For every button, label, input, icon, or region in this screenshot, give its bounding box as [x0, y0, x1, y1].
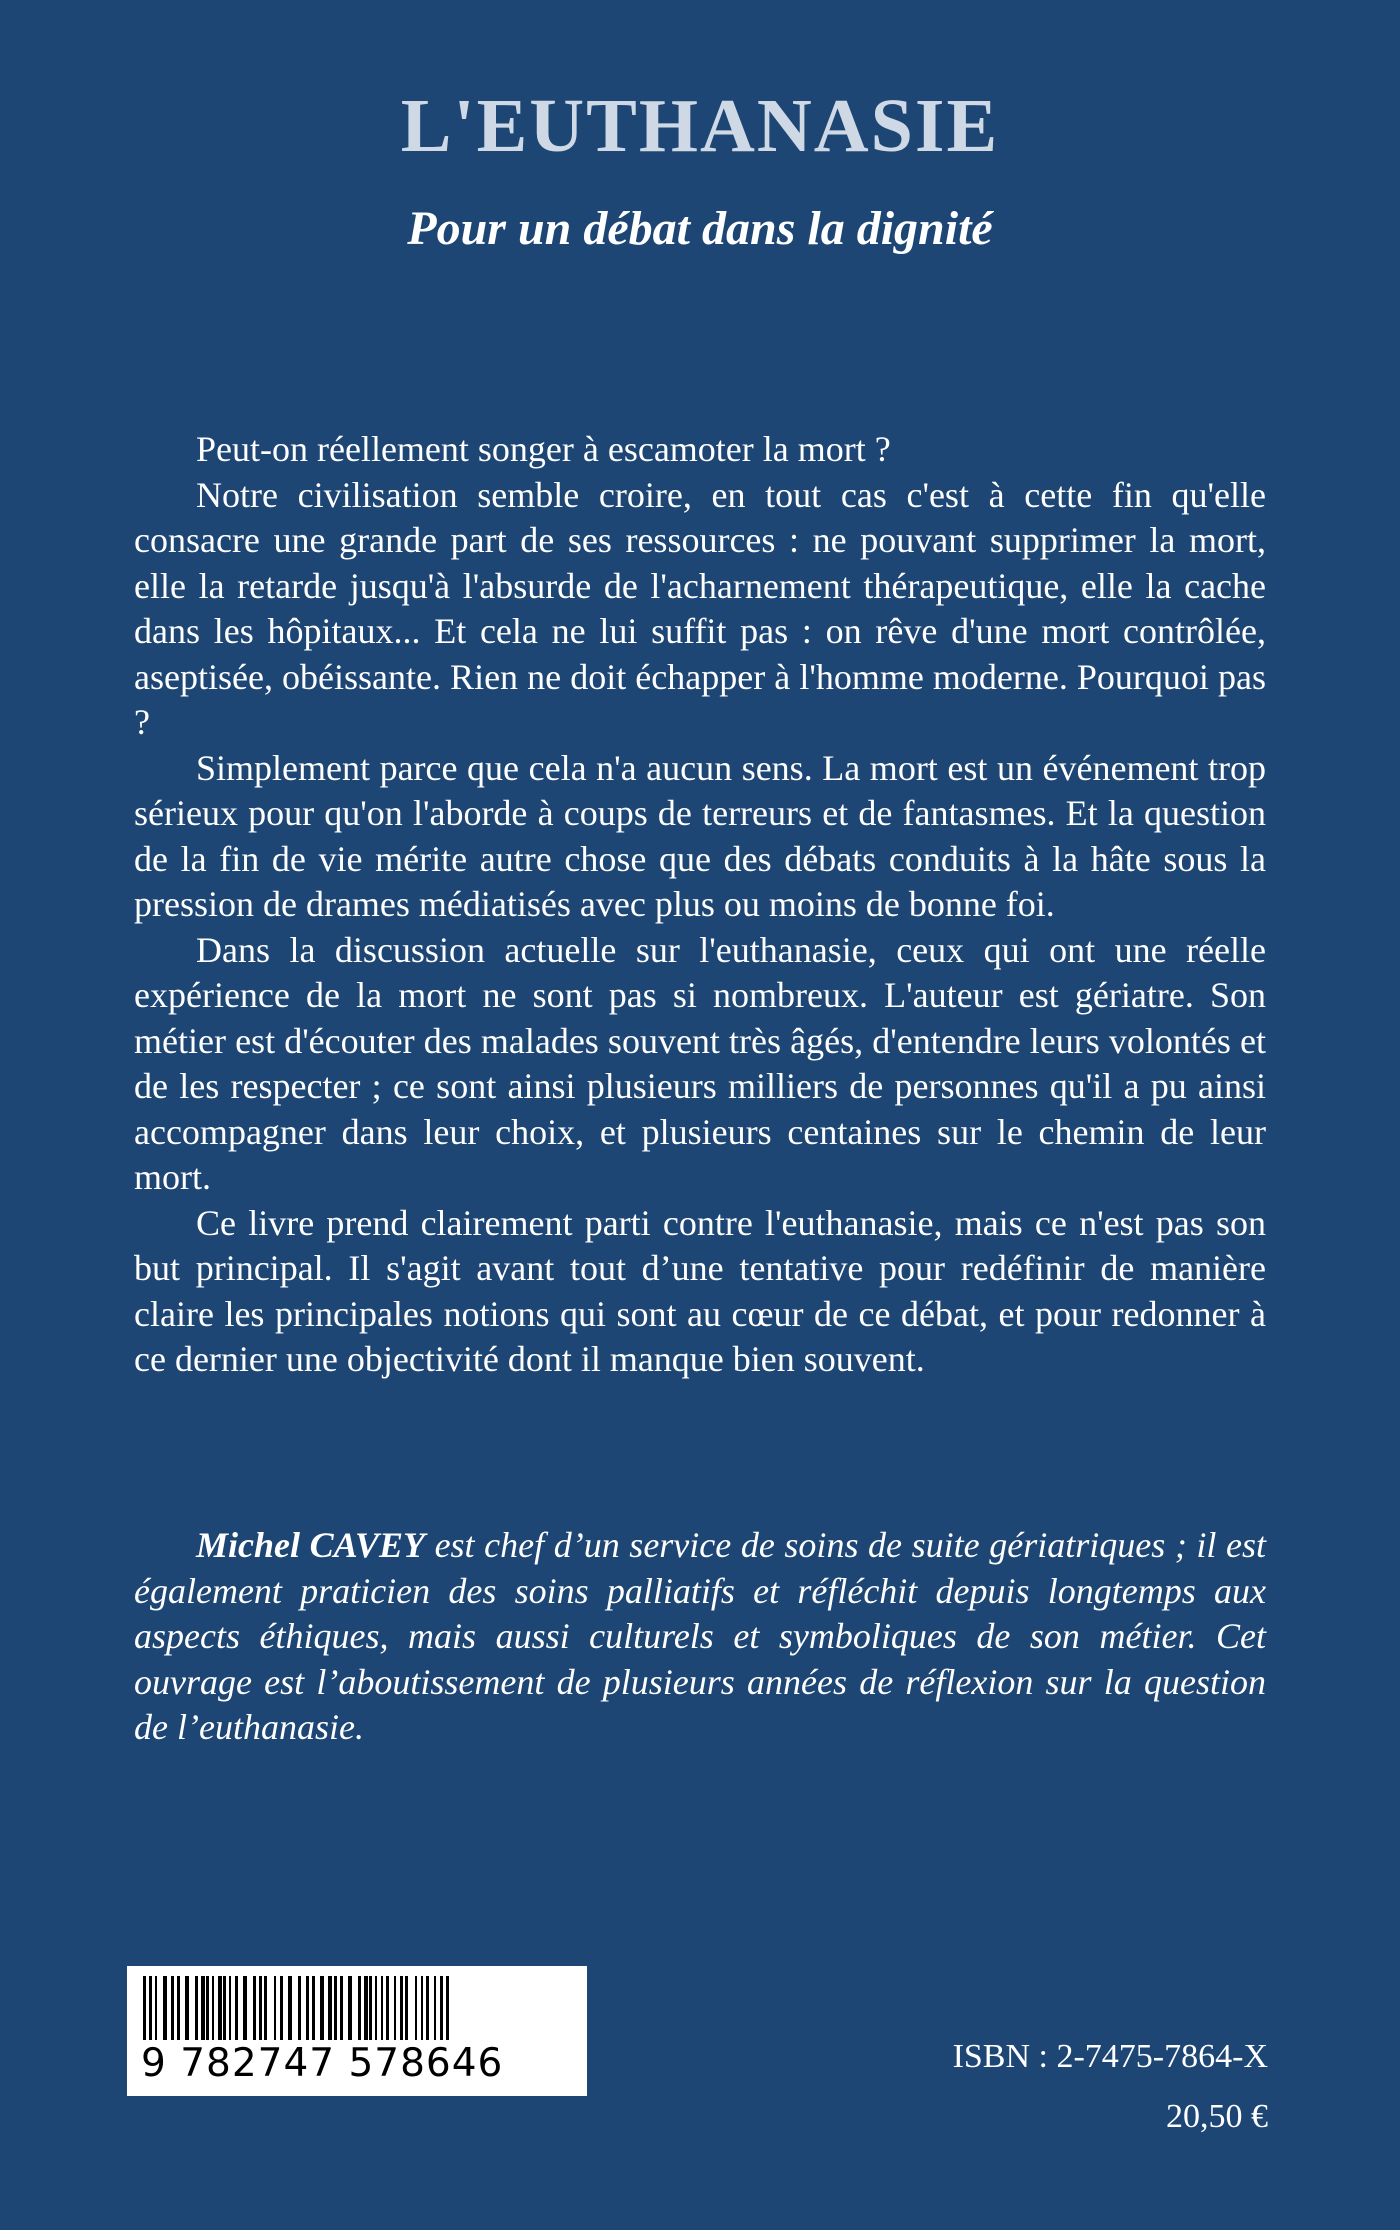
barcode-bar [171, 1976, 174, 2040]
author-bio-text: est chef d’un service de soins de suite gériatriques ; il est également praticien des soins palliatifs et réfléchit depuis longtemps aux aspects éthiques, mais aussi culturels et symboliques de son métier. Cet ouvrage est l’aboutissement de plusieurs années de réflexion sur la question de l’euthanasie. [134, 1525, 1266, 1747]
barcode-bar [340, 1976, 343, 2040]
barcode-bar [386, 1976, 389, 2040]
barcode-bar [312, 1976, 315, 2040]
barcode-bar [149, 1976, 152, 2040]
barcode-bar [218, 1976, 222, 2040]
barcode-bar [421, 1976, 423, 2040]
barcode-bar [369, 1976, 372, 2040]
barcode-bar [185, 1976, 189, 2040]
blurb-paragraph: Notre civilisation semble croire, en tout cas c'est à cette fin qu'elle consacre une grande part de ses ressources : ne pouvant supprimer la mort, elle la retarde jusqu'à l'absurde de l'acharnement thérapeutique, elle la cache dans les hôpitaux... Et cela ne lui suffit pas : on rêve d'une mort contrôlée, aseptisée, obéissante. Rien ne doit échapper à l'homme moderne. Pourquoi pas ? [134, 474, 1266, 742]
barcode-bar [259, 1976, 262, 2040]
barcode [127, 1966, 587, 2096]
barcode-bar [163, 1976, 167, 2040]
barcode-bar [253, 1976, 256, 2040]
barcode-bar [328, 1976, 332, 2040]
barcode-bar [364, 1976, 368, 2040]
barcode-bar [280, 1976, 283, 2040]
barcode-bar [298, 1976, 301, 2040]
barcode-bar [434, 1976, 436, 2040]
barcode-bar [229, 1976, 231, 2040]
barcode-bars [139, 1976, 575, 2040]
author-bio [134, 1523, 1266, 1751]
barcode-bar [358, 1976, 361, 2040]
barcode-bar [394, 1976, 396, 2040]
barcode-bar [426, 1976, 429, 2040]
price: 20,50 € [1166, 2098, 1268, 2135]
barcode-bar [212, 1976, 214, 2040]
barcode-bar [201, 1976, 205, 2040]
barcode-bar [223, 1976, 226, 2040]
barcode-bar [440, 1976, 443, 2040]
blurb-paragraph: Ce livre prend clairement parti contre l'euthanasie, mais ce n'est pas son but principal. Il s'agit avant tout d’une tentative pour redéfinir de manière claire les principales notions qui sont au cœur de ce débat, et pour redonner à ce dernier une objectivité dont il manque bien souvent. [134, 1202, 1266, 1379]
barcode-bar [195, 1976, 198, 2040]
barcode-bar [177, 1976, 180, 2040]
barcode-bar [405, 1976, 408, 2040]
blurb-text [134, 427, 1266, 1383]
barcode-bar [155, 1976, 157, 2040]
barcode-bar [274, 1976, 276, 2040]
blurb-paragraph: Dans la discussion actuelle sur l'euthanasie, ceux qui ont une réelle expérience de la mort ne sont pas si nombreux. L'auteur est gériatre. Son métier est d'écouter des malades souvent très âgés, d'entendre leurs volontés et de les respecter ; ce sont ainsi plusieurs milliers de personnes qu'il a pu ainsi accompagner dans leur choix, et plusieurs centaines sur le chemin de leur mort. [134, 929, 1266, 1197]
book-subtitle: Pour un débat dans la dignité [407, 202, 993, 255]
barcode-bar [446, 1976, 449, 2040]
author-name: Michel CAVEY [196, 1525, 425, 1565]
barcode-bar [306, 1976, 309, 2040]
isbn: ISBN : 2-7475-7864-X [952, 2038, 1268, 2075]
barcode-digits: 9 782747 578646 [141, 2041, 504, 2086]
barcode-bar [320, 1976, 324, 2040]
blurb-paragraph: Peut-on réellement songer à escamoter la mort ? [196, 429, 891, 469]
barcode-bar [375, 1976, 377, 2040]
barcode-bar [288, 1976, 292, 2040]
book-title: L'EUTHANASIE [400, 84, 1000, 168]
barcode-bar [143, 1976, 146, 2040]
barcode-bar [348, 1976, 352, 2040]
barcode-bar [381, 1976, 383, 2040]
barcode-bar [400, 1976, 403, 2040]
barcode-bar [415, 1976, 417, 2040]
barcode-bar [243, 1976, 247, 2040]
barcode-bar [334, 1976, 337, 2040]
barcode-bar [264, 1976, 267, 2040]
blurb-paragraph: Simplement parce que cela n'a aucun sens. La mort est un événement trop sérieux pour qu'on l'aborde à coups de terreurs et de fantasmes. Et la question de la fin de vie mérite autre chose que des débats conduits à la hâte sous la pression de drames médiatisés avec plus ou moins de bonne foi. [134, 747, 1266, 924]
barcode-bar [206, 1976, 209, 2040]
barcode-bar [235, 1976, 238, 2040]
